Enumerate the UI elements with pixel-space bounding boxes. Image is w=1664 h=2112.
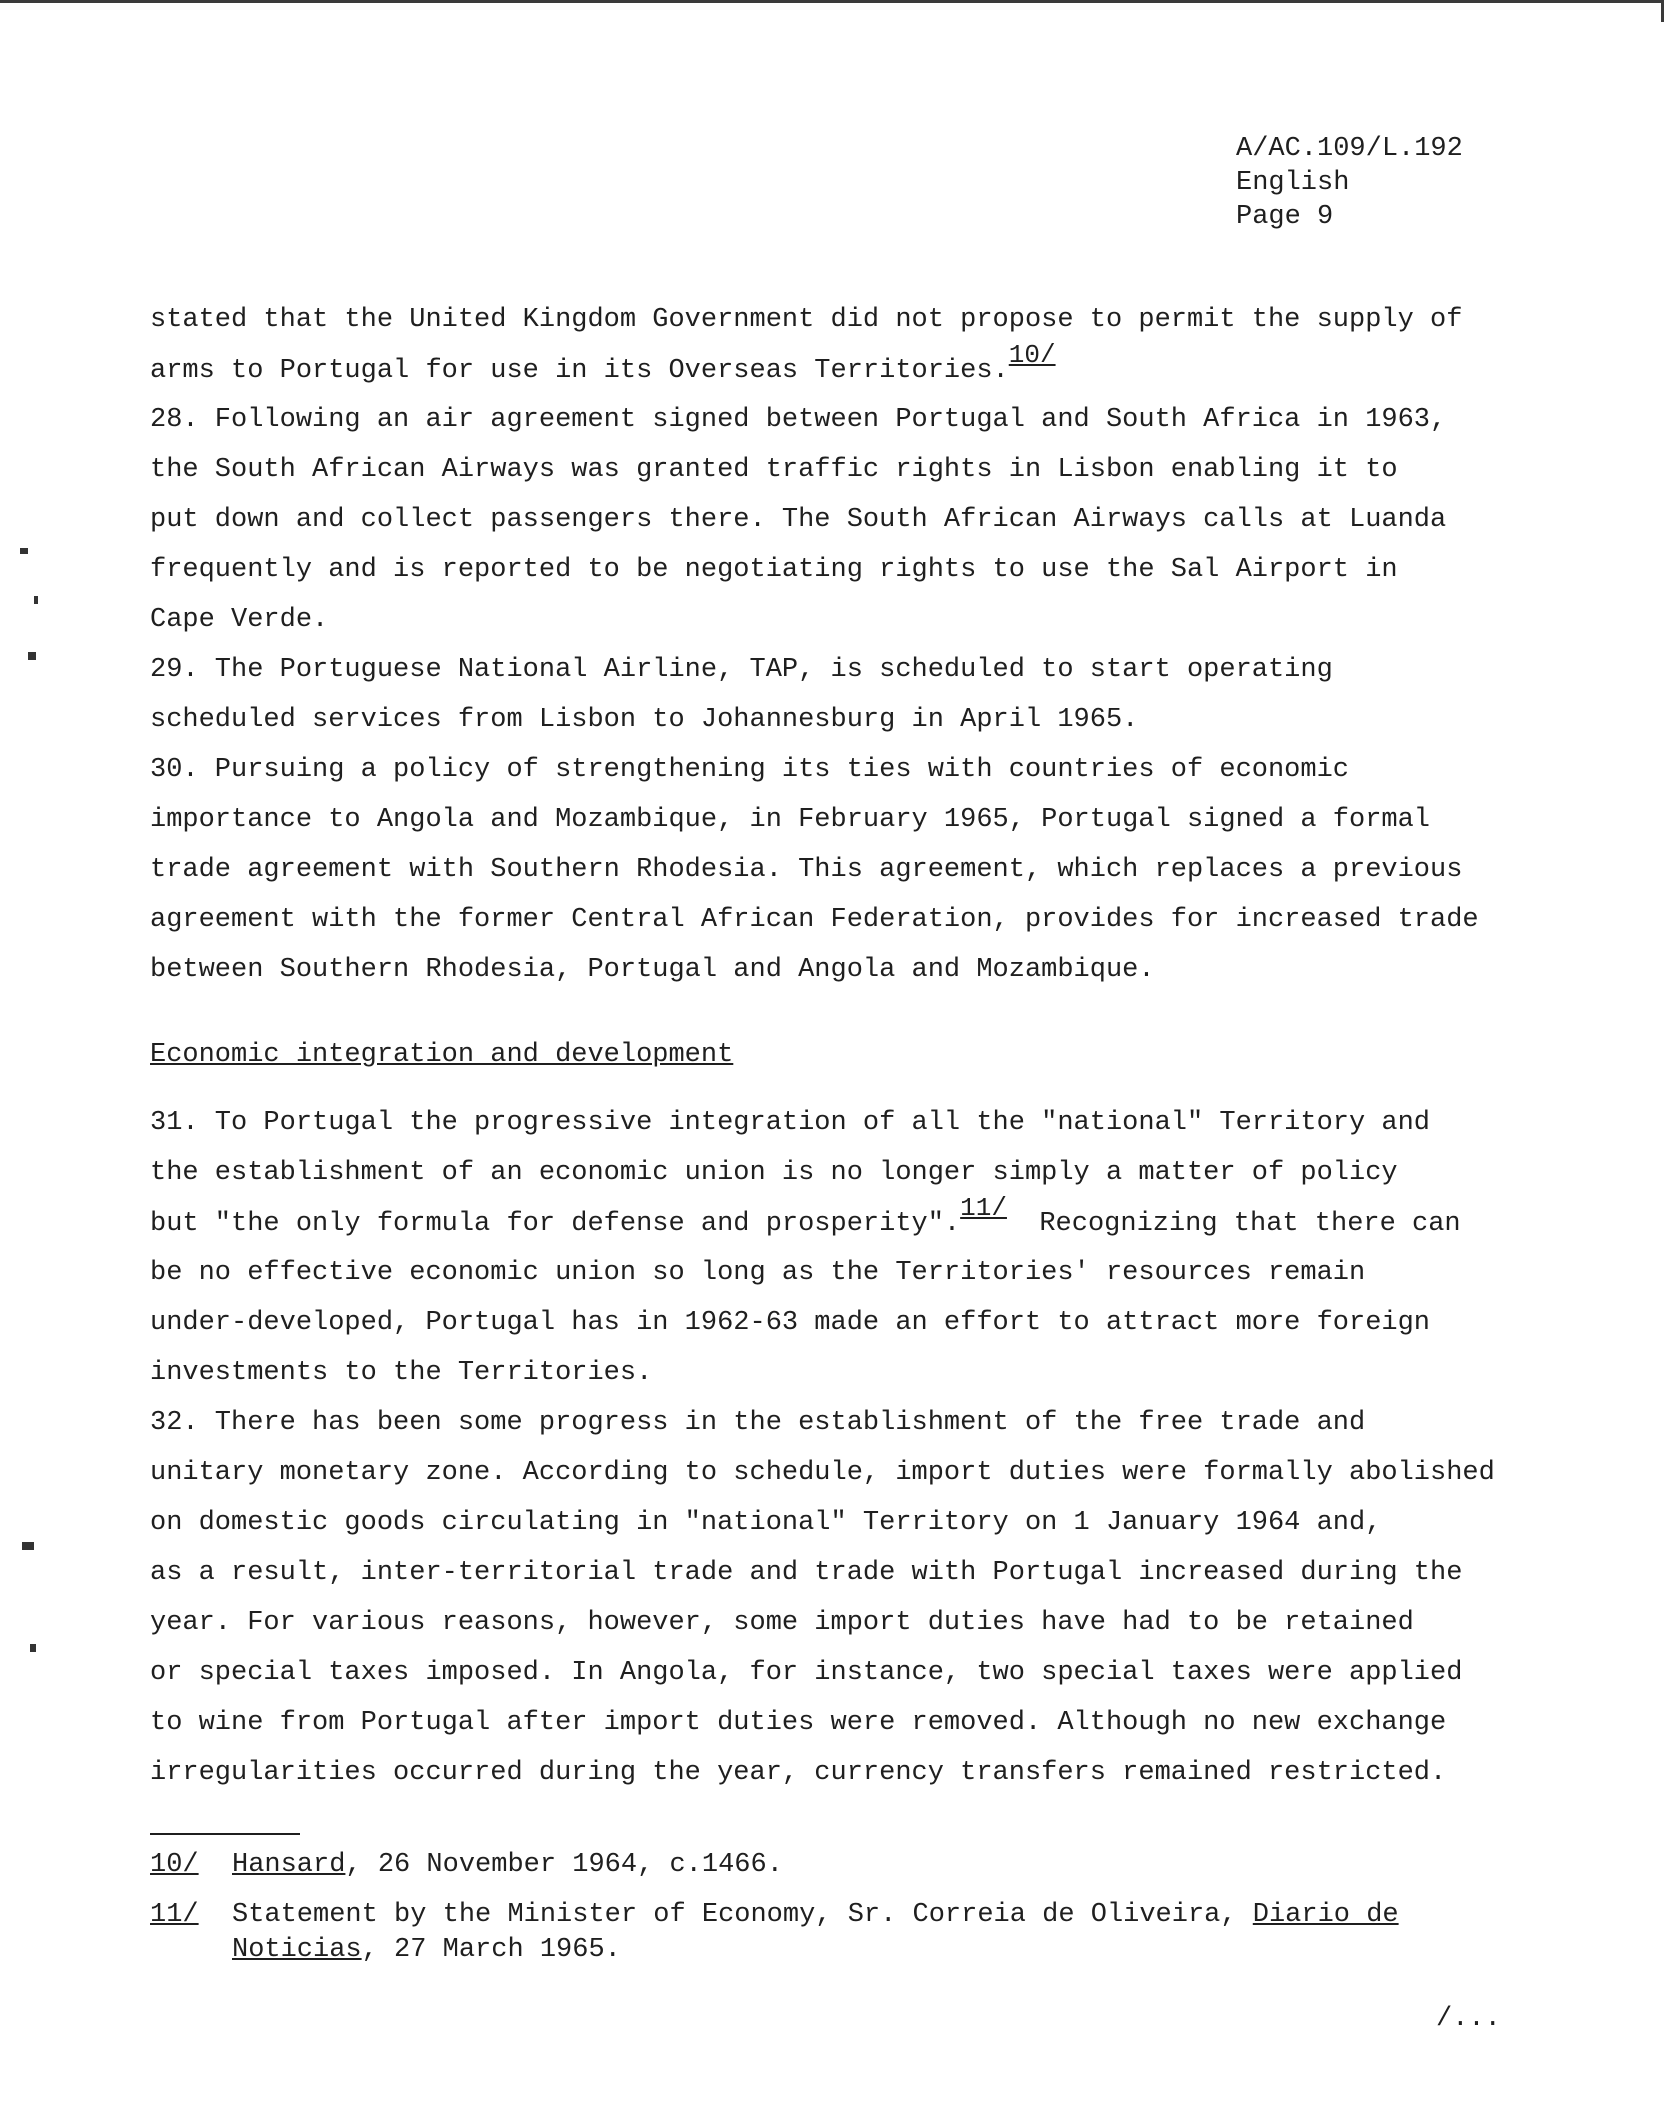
paragraph-31-line: investments to the Territories. <box>150 1358 653 1388</box>
footnote-source: Diario de <box>1252 1900 1399 1930</box>
scan-speck <box>34 596 38 604</box>
footnote-marker: 11/ <box>150 1900 199 1930</box>
continuation-marker: /... <box>1436 2004 1501 2034</box>
body-line <box>150 340 1056 386</box>
footnote-text: Statement by the Minister of Economy, Sr. Correia de Oliveira, <box>232 1900 1253 1930</box>
document-language: English <box>1236 168 1350 198</box>
paragraph-32-line: 32. There has been some progress in the establishment of the free trade and <box>150 1408 1366 1438</box>
paragraph-32-line: on domestic goods circulating in "national" Territory on 1 January 1964 and, <box>150 1508 1382 1538</box>
body-line: stated that the United Kingdom Government did not propose to permit the supply of <box>150 305 1463 335</box>
paragraph-31-line: the establishment of an economic union is no longer simply a matter of policy <box>150 1158 1398 1188</box>
body-text: Recognizing that there can <box>1006 1209 1461 1239</box>
document-symbol: A/AC.109/L.192 <box>1236 134 1463 164</box>
body-text: arms to Portugal for use in its Overseas Territories. <box>150 356 1009 386</box>
footnote-text: , 26 November 1964, c.1466. <box>345 1850 783 1880</box>
scan-speck <box>30 1644 36 1652</box>
paragraph-31-line <box>150 1193 1461 1239</box>
paragraph-30-line: importance to Angola and Mozambique, in February 1965, Portugal signed a formal <box>150 805 1431 835</box>
footnote-11-ref <box>150 1900 199 1930</box>
paragraph-28-line: Cape Verde. <box>150 605 329 635</box>
footnote-marker: 10/ <box>150 1850 199 1880</box>
paragraph-28-line: frequently and is reported to be negotiating rights to use the Sal Airport in <box>150 555 1398 585</box>
page-top-edge <box>0 0 1664 3</box>
footnote-10-ref <box>150 1850 199 1880</box>
paragraph-30-line: trade agreement with Southern Rhodesia. This agreement, which replaces a previous <box>150 855 1463 885</box>
footnote-source: Hansard <box>232 1850 346 1880</box>
paragraph-31-line: 31. To Portugal the progressive integration of all the "national" Territory and <box>150 1108 1431 1138</box>
footnote-reference: 10/ <box>1008 340 1056 370</box>
footnote-separator <box>150 1833 300 1835</box>
paragraph-32-line: or special taxes imposed. In Angola, for instance, two special taxes were applied <box>150 1658 1463 1688</box>
paragraph-28-line: put down and collect passengers there. The South African Airways calls at Luanda <box>150 505 1447 535</box>
footnote-text: , 27 March 1965. <box>361 1935 621 1965</box>
footnote-reference: 11/ <box>960 1193 1007 1223</box>
paragraph-31-line: be no effective economic union so long as the Territories' resources remain <box>150 1258 1366 1288</box>
scan-speck <box>28 652 36 660</box>
paragraph-30-line: agreement with the former Central African Federation, provides for increased trade <box>150 905 1479 935</box>
paragraph-32-line: unitary monetary zone. According to schedule, import duties were formally abolished <box>150 1458 1495 1488</box>
paragraph-32-line: as a result, inter-territorial trade and trade with Portugal increased during the <box>150 1558 1463 1588</box>
page-number: Page 9 <box>1236 202 1334 232</box>
paragraph-32-line: year. For various reasons, however, some import duties have had to be retained <box>150 1608 1414 1638</box>
footnote-11-line <box>232 1935 621 1965</box>
paragraph-28-line: the South African Airways was granted traffic rights in Lisbon enabling it to <box>150 455 1398 485</box>
paragraph-29-line: scheduled services from Lisbon to Johannesburg in April 1965. <box>150 705 1139 735</box>
footnote-source: Noticias <box>232 1935 362 1965</box>
document-header <box>1236 132 1463 234</box>
footnote-10 <box>232 1850 783 1880</box>
paragraph-32-line: irregularities occurred during the year, currency transfers remained restricted. <box>150 1758 1447 1788</box>
scan-speck <box>22 1542 34 1550</box>
paragraph-32-line: to wine from Portugal after import duties were removed. Although no new exchange <box>150 1708 1447 1738</box>
body-text: but "the only formula for defense and prosperity". <box>150 1209 961 1239</box>
paragraph-31-line: under-developed, Portugal has in 1962-63 made an effort to attract more foreign <box>150 1308 1431 1338</box>
paragraph-29-line: 29. The Portuguese National Airline, TAP, is scheduled to start operating <box>150 655 1333 685</box>
section-heading: Economic integration and development <box>150 1040 734 1070</box>
paragraph-28-line: 28. Following an air agreement signed between Portugal and South Africa in 1963, <box>150 405 1447 435</box>
paragraph-30-line: 30. Pursuing a policy of strengthening its ties with countries of economic <box>150 755 1349 785</box>
paragraph-30-line: between Southern Rhodesia, Portugal and Angola and Mozambique. <box>150 955 1155 985</box>
footnote-11-line <box>232 1900 1399 1930</box>
scan-speck <box>20 548 28 554</box>
